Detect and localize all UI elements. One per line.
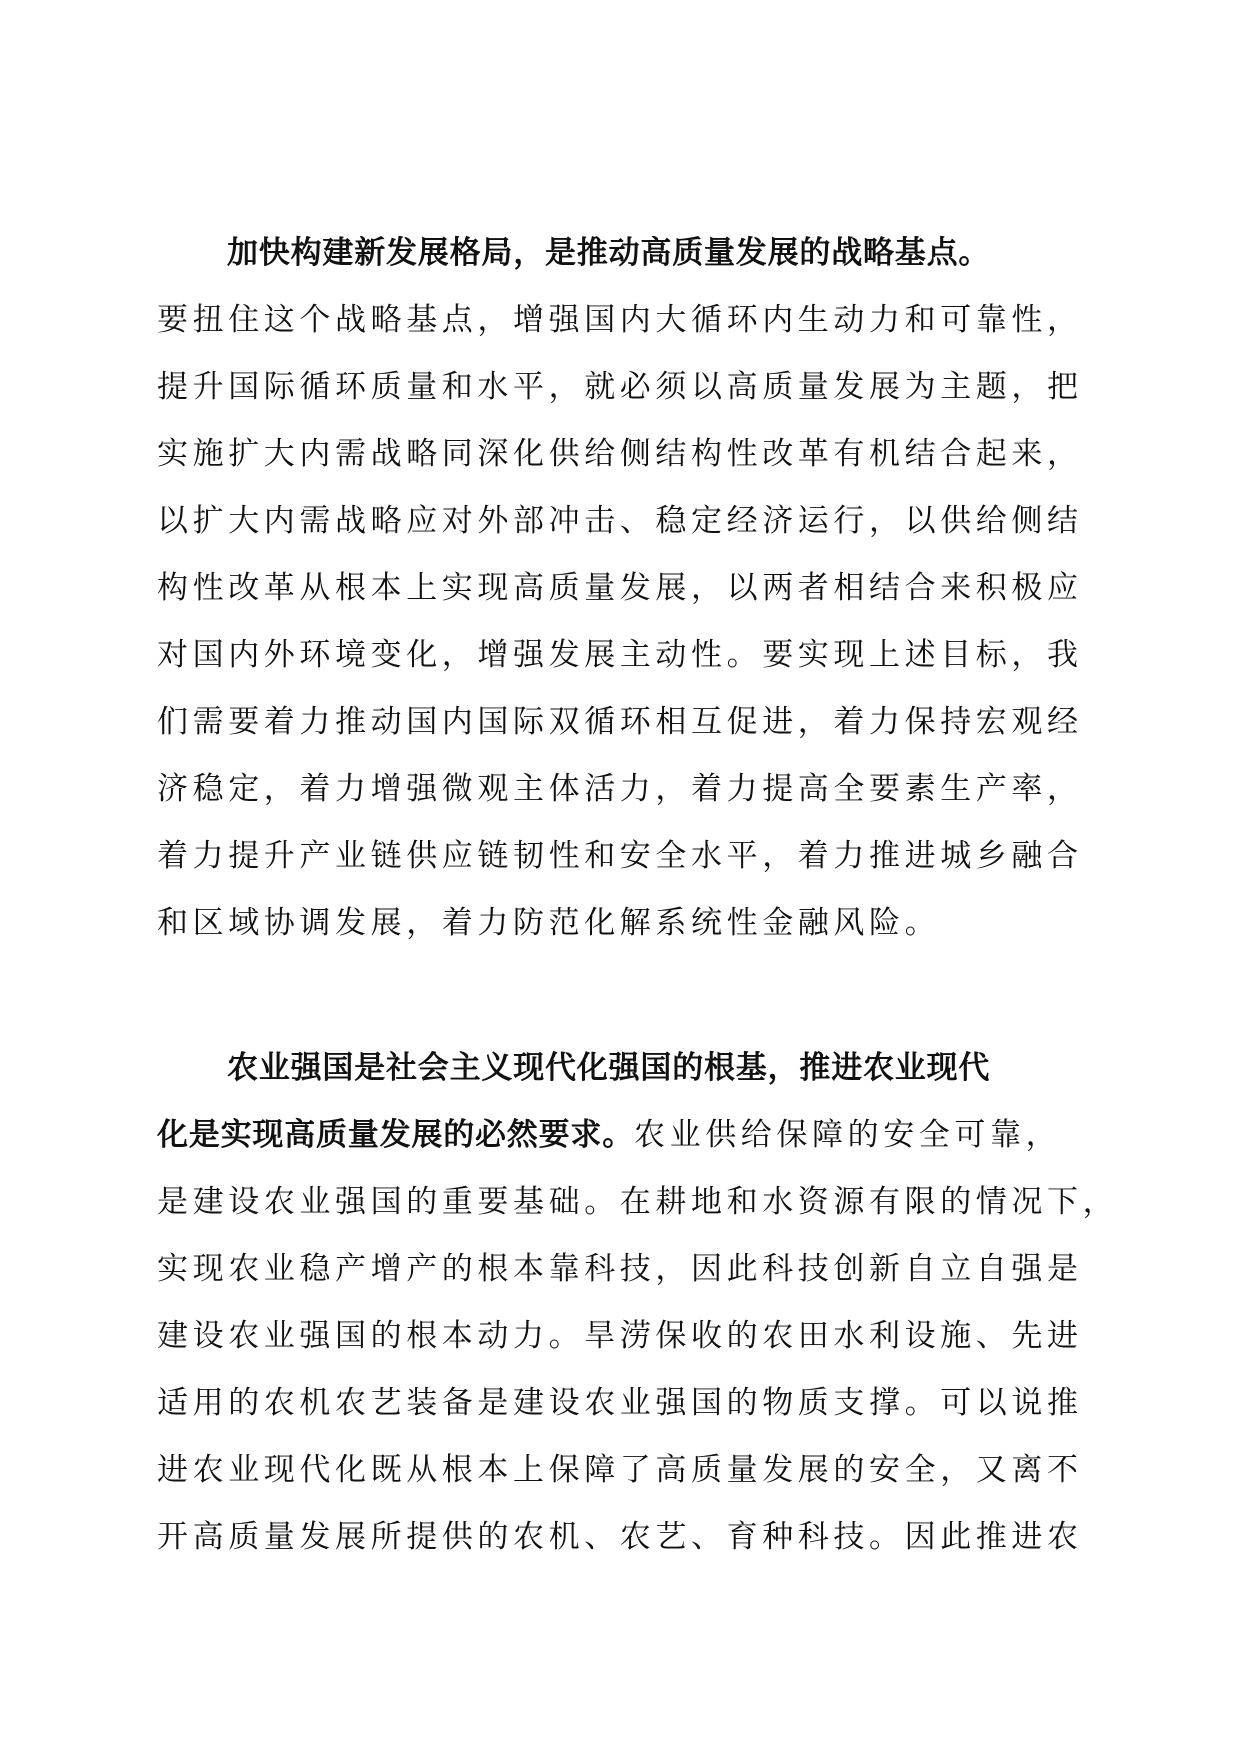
text-line [157,1370,1097,1437]
body-text: 构性改革从根本上实现高质量发展，以两者相结合来积极应 [157,570,1083,606]
text-line [157,756,1097,823]
paragraph-1 [157,220,1097,957]
body-text: 们需要着力推动国内国际双循环相互促进，着力保持宏观经 [157,704,1083,740]
text-line [157,354,1097,421]
body-text: 建设农业强国的根本动力。旱涝保收的农田水利设施、先进 [157,1318,1083,1354]
text-line [157,622,1097,689]
body-text: 适用的农机农艺装备是建设农业强国的物质支撑。可以说推 [157,1385,1083,1421]
text-line [157,1303,1097,1370]
body-text: 济稳定，着力增强微观主体活力，着力提高全要素生产率， [157,771,1083,807]
text-line [157,421,1097,488]
bold-heading-text: 农业强国是社会主义现代化强国的根基，推进农业现代 [227,1050,991,1086]
bold-heading-text: 加快构建新发展格局，是推动高质量发展的战略基点。 [227,235,991,271]
body-text: 是建设农业强国的重要基础。在耕地和水资源有限的情况下， [157,1184,1119,1220]
body-text: 农业供给保障的安全可靠， [634,1117,1062,1153]
body-text: 着力提升产业链供应链韧性和安全水平，着力推进城乡融合 [157,838,1083,874]
body-text: 提升国际循环质量和水平，就必须以高质量发展为主题，把 [157,369,1083,405]
body-text: 实现农业稳产增产的根本靠科技，因此科技创新自立自强是 [157,1251,1083,1287]
text-line [157,488,1097,555]
text-line [157,1504,1097,1571]
text-line [157,1035,1097,1102]
text-line [157,689,1097,756]
body-text: 要扭住这个战略基点，增强国内大循环内生动力和可靠性， [157,302,1083,338]
bold-heading-text: 化是实现高质量发展的必然要求。 [157,1117,634,1153]
text-line [157,890,1097,957]
body-text: 开高质量发展所提供的农机、农艺、育种科技。因此推进农 [157,1519,1083,1555]
body-text: 对国内外环境变化，增强发展主动性。要实现上述目标，我 [157,637,1083,673]
text-line [157,220,1097,287]
body-text: 以扩大内需战略应对外部冲击、稳定经济运行，以供给侧结 [157,503,1083,539]
text-line [157,823,1097,890]
body-text: 进农业现代化既从根本上保障了高质量发展的安全，又离不 [157,1452,1083,1488]
text-line [157,1102,1097,1169]
text-line [157,1236,1097,1303]
text-line [157,1437,1097,1504]
text-line [157,555,1097,622]
paragraph-2 [157,1035,1119,1571]
body-text: 实施扩大内需战略同深化供给侧结构性改革有机结合起来， [157,436,1083,472]
text-line [157,287,1097,354]
text-line [157,1169,1119,1236]
body-text: 和区域协调发展，着力防范化解系统性金融风险。 [157,905,941,941]
